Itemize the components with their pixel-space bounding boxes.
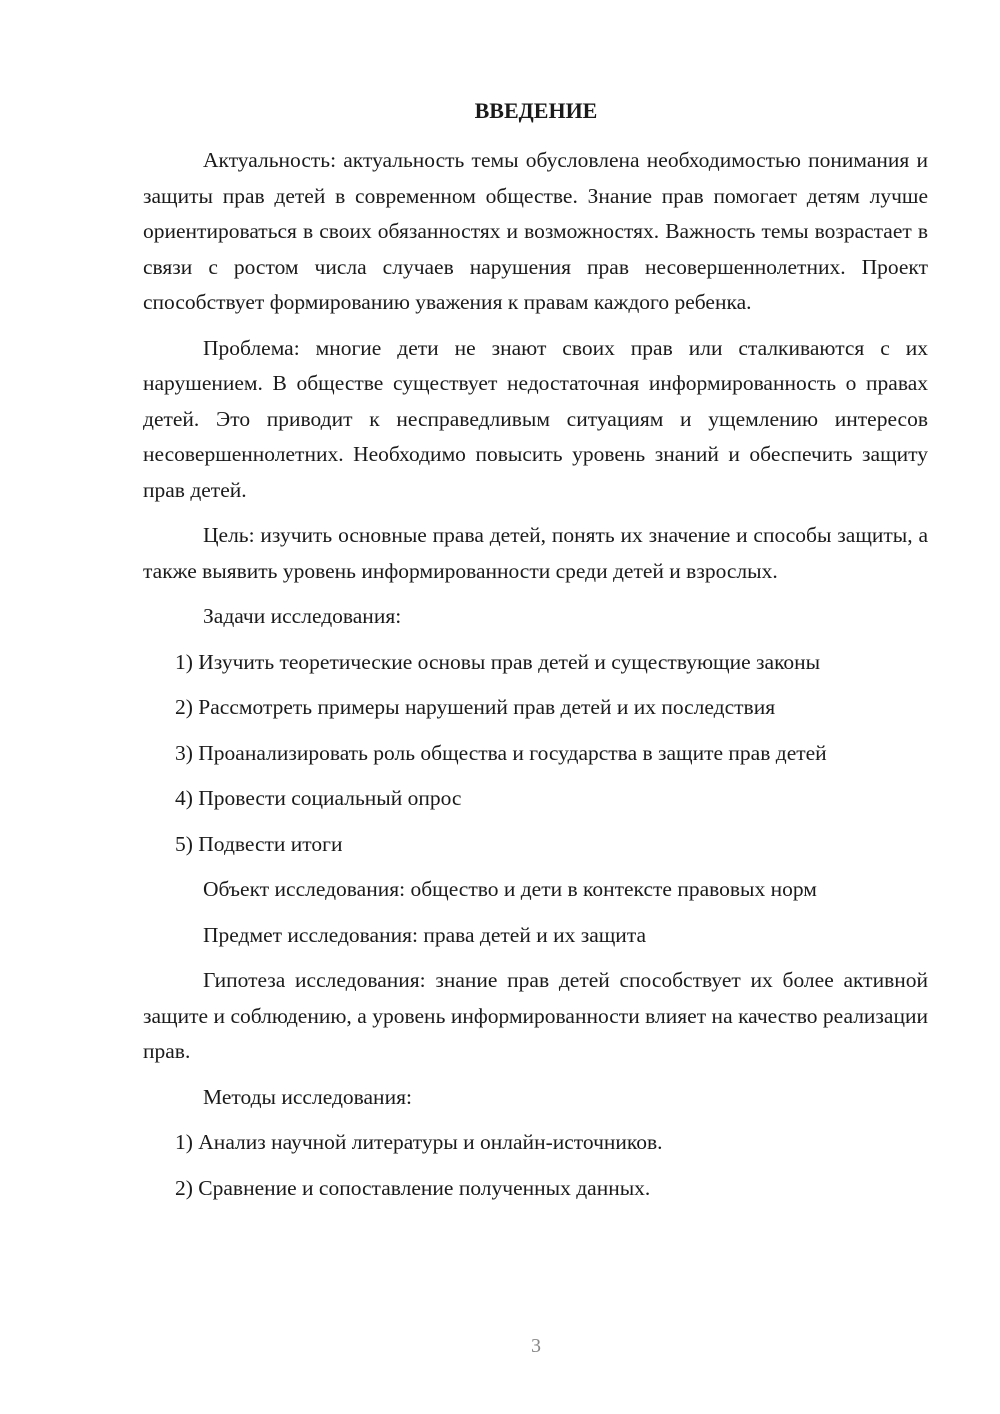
hypothesis-paragraph: Гипотеза исследования: знание прав детей способствует их более активной защите и соблюдению, а уровень информированности влияет на качество реализации прав.	[143, 968, 928, 1063]
list-item: 5) Подвести итоги	[175, 831, 343, 856]
list-item: 1) Анализ научной литературы и онлайн-источников.	[175, 1130, 663, 1154]
list-item: 2) Рассмотреть примеры нарушений прав детей и их последствия	[175, 695, 776, 719]
goal-paragraph: Цель: изучить основные права детей, понять их значение и способы защиты, а также выявить уровень информированности среди детей и взрослых.	[143, 523, 928, 583]
page-title: ВВЕДЕНИЕ	[474, 98, 598, 123]
tasks-heading: Задачи исследования:	[203, 604, 402, 628]
list-item: 4) Провести социальный опрос	[175, 786, 462, 810]
object-paragraph: Объект исследования: общество и дети в контексте правовых норм	[203, 877, 817, 901]
problem-paragraph: Проблема: многие дети не знают своих прав или сталкиваются с их нарушением. В обществе существует недостаточная информированность о правах детей. Это приводит к несправедливым ситуациям и ущемлению интересов несовершеннолетних. Необходимо повысить уровень знаний и обеспечить защиту прав детей.	[143, 335, 928, 502]
list-item: 3) Проанализировать роль общества и государства в защите прав детей	[175, 740, 827, 765]
relevance-paragraph: Актуальность: актуальность темы обусловлена необходимостью понимания и защиты прав детей в современном обществе. Знание прав помогает детям лучше ориентироваться в своих обязанностях и возможностях. Важность темы возрастает в связи с ростом числа случаев нарушения прав несовершеннолетних. Проект способствует формированию уважения к правам каждого ребенка.	[143, 148, 928, 314]
subject-paragraph: Предмет исследования: права детей и их защита	[203, 922, 647, 947]
list-item: 1) Изучить теоретические основы прав детей и существующие законы	[175, 649, 821, 674]
methods-heading: Методы исследования:	[203, 1084, 412, 1109]
page-number: 3	[531, 1335, 541, 1357]
document-body	[143, 143, 928, 1206]
list-item: 2) Сравнение и сопоставление полученных данных.	[175, 1175, 651, 1200]
